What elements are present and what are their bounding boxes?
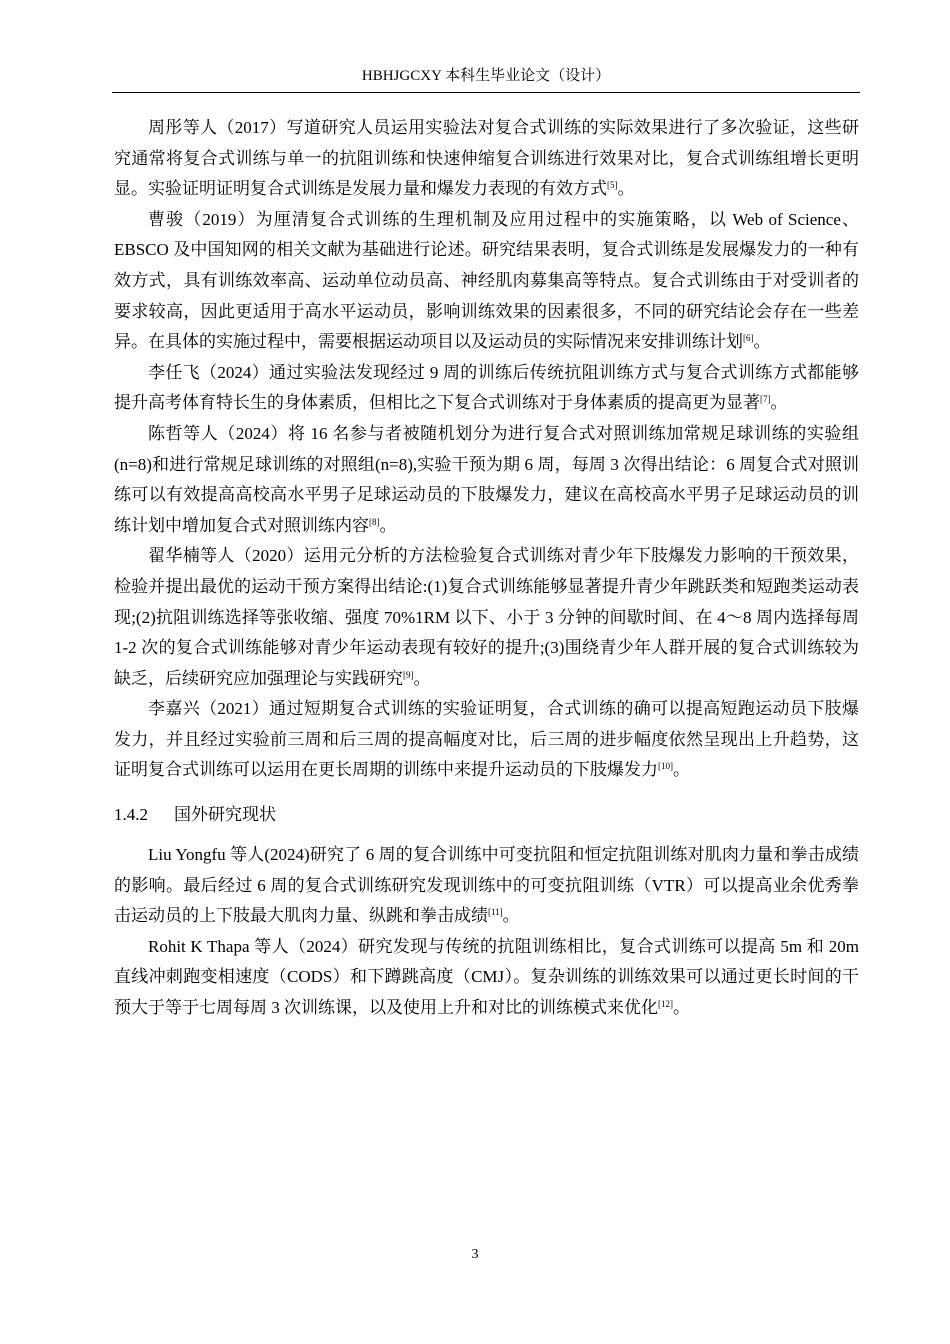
citation[interactable]: [7]	[760, 394, 771, 405]
paragraph: 李嘉兴（2021）通过短期复合式训练的实验证明复，合式训练的确可以提高短跑运动员下肢爆发力，并且经过实验前三周和后三周的提高幅度对比，后三周的进步幅度依然呈现出上升趋势，这证明复合式训练可以运用在更长周期的训练中来提升运动员的下肢爆发力[10]。	[114, 699, 859, 780]
section-number: 1.4.2	[114, 805, 148, 825]
section-heading	[114, 798, 859, 832]
citation[interactable]: [11]	[488, 907, 503, 918]
citation[interactable]: [8]	[369, 516, 380, 527]
paragraph: Liu Yongfu 等人(2024)研究了 6 周的复合训练中可变抗阻和恒定抗阻训练对肌肉力量和拳击成绩的影响。最后经过 6 周的复合式训练研究发现训练中的可变抗阻训练（VTR）可以提高业余优秀拳击运动员的上下肢最大肌肉力量、纵跳和拳击成绩[11]。	[114, 845, 859, 926]
citation[interactable]: [6]	[743, 333, 754, 344]
paragraph: 李任飞（2024）通过实验法发现经过 9 周的训练后传统抗阻训练方式与复合式训练方式都能够提升高考体育特长生的身体素质，但相比之下复合式训练对于身体素质的提高更为显著[7]。	[114, 362, 859, 413]
citation[interactable]: [9]	[403, 669, 414, 680]
paragraph: Rohit K Thapa 等人（2024）研究发现与传统的抗阻训练相比，复合式训练可以提高 5m 和 20m 直线冲刺跑变相速度（CODS）和下蹲跳高度（CMJ）。复杂训练的训练效果可以通过更长时间的干预大于等于七周每周 3 次训练课，以及使用上升和对比的训练模式来优化[12]。	[114, 936, 859, 1018]
paragraph: 陈哲等人（2024）将 16 名参与者被随机划分为进行复合式对照训练加常规足球训练的实验组(n=8)和进行常规足球训练的对照组(n=8),实验干预为期 6 周，每周 3 次得出结论：6 周复合式对照训练可以有效提高高校高水平男子足球运动员的下肢爆发力，建议在高校高水平男子足球运动员的训练计划中增加复合式对照训练内容[8]。	[114, 423, 859, 535]
citation[interactable]: [10]	[658, 761, 673, 772]
section-title: 国外研究现状	[174, 805, 276, 826]
paragraph: 曹骏（2019）为厘清复合式训练的生理机制及应用过程中的实施策略，以 Web of Science、EBSCO 及中国知网的相关文献为基础进行论述。研究结果表明，复合式训练是发展爆发力的一种有效方式，具有训练效率高、运动单位动员高、神经肌肉募集高等特点。复合式训练由于对受训者的要求较高，因此更适用于高水平运动员，影响训练效果的因素很多，不同的研究结论会存在一些差异。在具体的实施过程中，需要根据运动项目以及运动员的实际情况来安排训练计划[6]。	[114, 209, 859, 352]
page-number: 3	[471, 1247, 479, 1262]
paragraph: 周彤等人（2017）写道研究人员运用实验法对复合式训练的实际效果进行了多次验证，这些研究通常将复合式训练与单一的抗阻训练和快速伸缩复合训练进行效果对比，复合式训练组增长更明显。实验证明证明复合式训练是发展力量和爆发力表现的有效方式[5]。	[114, 118, 859, 199]
citation[interactable]: [12]	[658, 999, 673, 1010]
running-header: HBHJGCXY 本科生毕业论文（设计）	[112, 66, 860, 93]
body-content	[114, 113, 859, 1024]
paragraph: 翟华楠等人（2020）运用元分析的方法检验复合式训练对青少年下肢爆发力影响的干预效果，检验并提出最优的运动干预方案得出结论:(1)复合式训练能够显著提升青少年跳跃类和短跑类运动表现;(2)抗阻训练选择等张收缩、强度 70%1RM 以下、小于 3 分钟的间歇时间、在 4～8 周内选择每周 1-2 次的复合式训练能够对青少年运动表现有较好的提升;(3)围绕青少年人群开展的复合式训练较为缺乏，后续研究应加强理论与实践研究[9]。	[114, 546, 859, 688]
citation[interactable]: [5]	[607, 180, 618, 191]
